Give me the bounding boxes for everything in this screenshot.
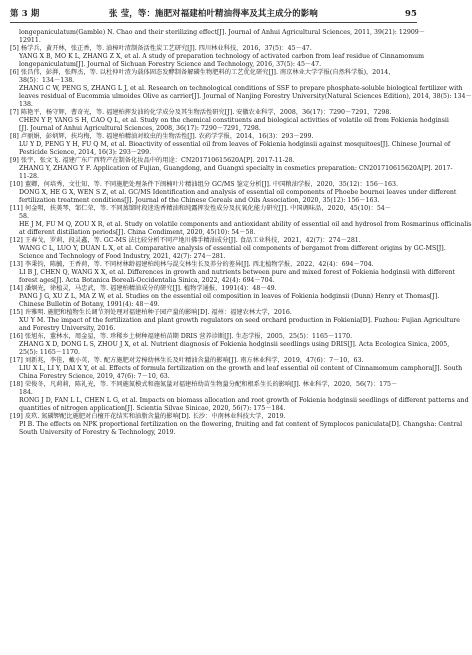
issue-number: 第 3 期: [10, 8, 40, 18]
reference-entry-start: [15] 许雅明. 施肥和植物生长调节剂处理对福建柏种子园产量的影响[D]. 福州：福建农林大学，2016.: [10, 309, 292, 316]
reference-line: China Forestry Science, 2019, 47(6): 7－10, 63.: [19, 373, 170, 380]
reference-line: YANG X B, MO K L, ZHANG Z X, et al. A study of preparation technology of activated carbon from leaf residue of Cinnamomum: [19, 53, 425, 60]
reference-entry-start: [7] 陈艳平，杨守辉，曹奇光，等. 福建柏挥发油的化学成分及其生物活性研究[J]. 安徽农业科学，2008，36(17)：7290－7291，7298.: [10, 109, 392, 116]
reference-line: ZHANG C W, PENG S, ZHANG L J, et al. Research on technological conditions of SSF to prepare phosphate-soluble biological fertilizer with: [19, 85, 463, 92]
reference-entry-start: [18] 荣俊冬，凡莉莉，陈礼光，等. 不同施氮模式和施氮量对福建柏幼苗生物量分配和根系生长的影响[J]. 林业科学，2020，56(7)：175－: [10, 381, 398, 388]
reference-entry-start: [17] 刘新兆，李佳，戴小英，等. 配方施肥对芳樟幼林生长及叶精油含量的影响[J]. 南方林业科学，2019，47(6)：7－10，63.: [10, 357, 364, 364]
reference-line: Pesticide Science, 2014, 16(3): 293－299.: [19, 149, 152, 156]
running-title: 张 莹，等：施肥对福建柏叶精油得率及其主成分的影响: [109, 8, 318, 18]
reference-line: XU Y M. The impact of the fertilization and plant growth regulators on seed orchard production in Fokienia[D]. Fuzhou: Fujian Agriculture: [19, 317, 460, 324]
reference-entry-start: [11] 何金明，扶美琴，邹仁荣，等. 不同蒸馏时段迷迭香精油和纯露挥发性成分及抗氧化能力研究[J]. 中国调味品，2020，45(10)：54－: [10, 205, 392, 212]
reference-line: 25(5): 1165－1170.: [19, 349, 80, 356]
reference-line: longepaniculatum[J]. Journal of Sichuan Forestry Science and Technology, 2016, 37(5): 45－47.: [19, 61, 322, 68]
reference-entry-start: [13] 李秉钧，陈毓，王香荷，等. 不同材林龄福建柏纯林与混交林生长及养分的差异[J]. 西北植物学报，2022，42(4)：694－704.: [10, 261, 374, 268]
reference-line: forest ages[J]. Acta Botanica Boreali-Occidentalia Sinica, 2022, 42(4): 694－704.: [19, 277, 275, 284]
reference-list: [10, 29, 472, 653]
reference-entry-start: [16] 张旭东，董林水，周金星，等. 珍稀乡土树种福建柏苗期 DRIS 营养诊断[J]. 生态学报，2005，25(5)：1165－1170.: [10, 333, 353, 340]
reference-line: [J]. Journal of Anhui Agricultural Sciences, 2008, 36(17): 7290－7291, 7298.: [19, 125, 261, 132]
running-header: [10, 4, 417, 22]
reference-line: 58.: [19, 213, 29, 220]
reference-line: DONG X, HE G X, WEN S Z, et al. GC/MS Identification and analysis of essential oil components of Phoebe bournei leaves under different: [19, 189, 457, 196]
reference-line: WANG C L, LUO Y, DUAN L X, et al. Comparative analysis of essential oil components of bergamot from different origins by GC-MS[J].: [19, 245, 446, 252]
reference-line: HE J M, FU M Q, ZOU X R, et al. Study on volatile components and antioxidant ability of essential oil and hydrosol from Rosmarinus officinalis: [19, 221, 472, 228]
reference-line: 138.: [19, 101, 33, 108]
reference-entry-start: [5] 杨学兵，黄开林，张正香，等. 油樟叶渣制备活性炭工艺研究[J]. 四川林业科技，2016，37(5)：45－47.: [10, 45, 312, 52]
reference-line: at different distillation periods[J]. China Condiment, 2020, 45(10): 54－58.: [19, 229, 256, 236]
reference-line: quantities of nitrogen application[J]. Scientia Silvae Sinicae, 2020, 56(7): 175－184.: [19, 405, 286, 412]
reference-entry-start: [10] 董卿，何培秀，文仕知，等. 不同施肥处理条件下闽楠叶片精油组分 GC/MS 鉴定分析[J]. 中国粮油学报，2020，35(12)：156－163.: [10, 181, 398, 188]
reference-entry-start: [19] 皮玖. 氮磷钾配比施肥对白檀开花结实和油脂含量的影响[D]. 长沙：中南林业科技大学，2019.: [10, 413, 286, 420]
reference-entry-start: [14] 潘炯光，徐植灵，马忠武，等. 福建柏精油成分的研究[J]. 植物学通报，1991(4)：48－49.: [10, 285, 277, 292]
reference-line: fertilization treatment conditions[J]. Journal of the Chinese Cereals and Oils Association, 2020, 35(12): 156－163.: [19, 197, 380, 204]
reference-line: RONG J D, FAN L L, CHEN L G, et al. Impacts on biomass allocation and root growth of Fokienia hodginsii seedlings of different patterns and: [19, 397, 469, 404]
reference-line: Science and Technology of Food Industry, 2021, 42(7): 274－281.: [19, 253, 226, 260]
reference-entry-start: [8] 卢丽娟，彭炳辉，扶均梅，等. 福建柏精油对蚊虫的生物活性[J]. 农药学学报，2014，16(3)：293－299.: [10, 133, 314, 140]
reference-entry-start: [6] 张昌伟，彭湃，张辉杰，等. 以杜仲叶渣为载体固态发酵制备解磷生物肥料的工艺优化研究[J]. 南京林业大学学报(自然科学版)，2014，: [10, 69, 395, 76]
reference-line: LI B J, CHEN Q, WANG X X, et al. Differences in growth and nutrients between pure and mixed forest of Fokienia hodginsii with different: [19, 269, 456, 276]
reference-line: 12911.: [19, 37, 41, 44]
reference-line: Chinese Bulletin of Botany, 1991(4): 48－49.: [19, 301, 160, 308]
reference-line: CHEN Y P, YANG S H, CAO Q L, et al. Study on the chemical constituents and biological activities of volatile oil from Fokienia hodginsii: [19, 117, 449, 124]
reference-line: 38(5)：134－138.: [19, 77, 75, 84]
reference-line: LU Y D, PENG Y H, FU Q M, et al. Bioactivity of essential oil from leaves of Fokienia hodginsii against mosquitoes[J]. Chinese Journal of: [19, 141, 451, 148]
reference-entry-start: [12] 王春戈，罗莉，段灵鑫，等. GC-MS 法比较分析不同产地川佛手精油成分[J]. 食品工业科技，2021，42(7)：274－281.: [10, 237, 361, 244]
reference-entry-start: [9] 张宇，张文飞. 福建广东广西特产在制备化妆品中的用途：CN201710615620A[P]. 2017-11-28.: [10, 157, 295, 164]
reference-line: LIU X L, LI Y, DAI X Y, et al. Effects of formula fertilization on the growth and leaf essential oil content of Cinnamomum camphora[J]. South: [19, 365, 463, 372]
header-rule: [10, 22, 417, 23]
reference-line: ZHANG Y, ZHANG Y F. Application of Fujian, Guangdong, and Guangxi specialty in cosmetics preparation: CN201710615620A[P]. 2017-: [19, 165, 453, 172]
reference-line: ZHANG X D, DONG L S, ZHOU J X, et al. Nutrient diagnosis of Fokienia hodginsii seedlings using DRIS[J]. Acta Ecologica Sinica, 2005,: [19, 341, 450, 348]
reference-line: South University of Forestry & Technology, 2019.: [19, 429, 176, 436]
reference-line: leaves residual of Eucommia ulmoides Olive as carrier[J]. Journal of Nanjing Forestry University(Natural Sciences Edition), 2014, 38(5): 134－: [19, 93, 472, 100]
reference-line: PANG J G, XU Z L, MA Z W, et al. Studies on the essential oil composition in leaves of Fokienia hodginsii (Dunn) Henry et Thomas[J].: [19, 293, 440, 300]
reference-line: 184.: [19, 389, 33, 396]
reference-line: longepaniculatum(Gamble) N. Chao and their sterilizing effect[J]. Journal of Anhui Agricultural Sciences, 2011, 39(21): 12909－: [19, 29, 426, 36]
reference-line: 11-28.: [19, 173, 40, 180]
reference-line: PI B. The effects on NPK proportional fertilization on the flowering, fruiting and fat content of Symplocos paniculata[D]. Changsha: Central: [19, 421, 463, 428]
reference-line: and Forestry University, 2016.: [19, 325, 116, 332]
page-number: 95: [404, 8, 417, 18]
